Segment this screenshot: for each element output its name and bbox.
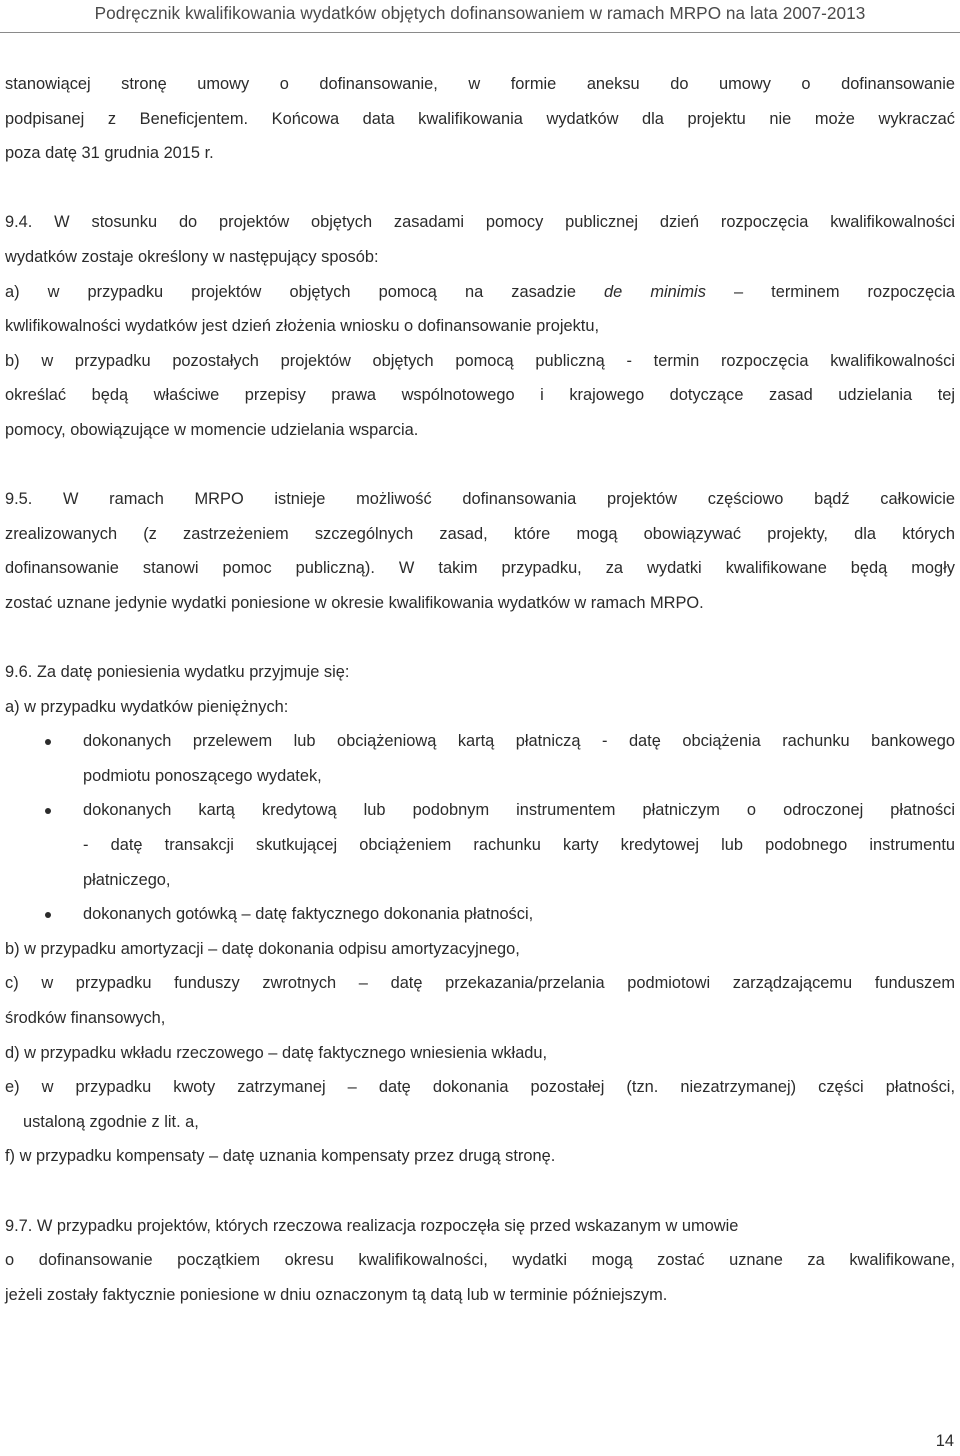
list-item-d-line: d) w przypadku wkładu rzeczowego – datę faktycznego wniesienia wkładu, <box>5 1043 548 1062</box>
bullet-icon <box>45 739 51 745</box>
text-line: wydatków zostaje określony w następujący sposób: <box>5 247 379 266</box>
text-line: ustaloną zgodnie z lit. a, <box>23 1112 199 1131</box>
document-body <box>5 67 955 1312</box>
text-line: stanowiącej stronę umowy o dofinansowanie, w formie aneksu do umowy o dofinansowanie <box>5 75 955 93</box>
text-span: – terminem rozpoczęcia <box>733 282 956 301</box>
text-line: dokonanych gotówką – datę faktycznego dokonania płatności, <box>83 905 534 924</box>
page-number: 14 <box>935 1432 954 1450</box>
bullet-item <box>5 897 955 932</box>
bullet-item <box>5 793 955 897</box>
bullet-item <box>5 724 955 793</box>
text-line: pomocy, obowiązujące w momencie udzielania wsparcia. <box>5 420 419 439</box>
bullet-icon <box>45 808 51 814</box>
text-line: o dofinansowanie początkiem okresu kwalifikowalności, wydatki mogą zostać uznane za kwalifikowane, <box>5 1251 955 1270</box>
list-item-a-line: a) w przypadku wydatków pieniężnych: <box>5 697 289 716</box>
text-line: podmiotu ponoszącego wydatek, <box>83 766 322 785</box>
list-item-a-line <box>5 275 955 310</box>
section-9-7-line: 9.7. W przypadku projektów, których rzeczowa realizacja rozpoczęła się przed wskazanym w umowie <box>5 1216 739 1235</box>
text-line: kwlifikowalności wydatków jest dzień złożenia wniosku o dofinansowanie projektu, <box>5 317 600 336</box>
list-item-e-line: e) w przypadku kwoty zatrzymanej – datę dokonania pozostałej (tzn. niezatrzymanej) części płatności, <box>5 1078 955 1097</box>
text-line: dokonanych przelewem lub obciążeniową kartą płatniczą - datę obciążenia rachunku bankowego <box>83 732 955 751</box>
section-9-6-line: 9.6. Za datę poniesienia wydatku przyjmuje się: <box>5 663 350 682</box>
text-line: dofinansowanie stanowi pomoc publiczną). W takim przypadku, za wydatki kwalifikowane będą mogły <box>5 559 955 578</box>
section-9-4-line: 9.4. W stosunku do projektów objętych zasadami pomocy publicznej dzień rozpoczęcia kwalifikowalności <box>5 213 955 232</box>
text-line: płatniczego, <box>83 870 171 889</box>
text-line: zostać uznane jedynie wydatki poniesione w okresie kwalifikowania wydatków w ramach MRPO. <box>5 593 704 612</box>
text-line: - datę transakcji skutkującej obciążeniem rachunku karty kredytowej lub podobnego instrumentu <box>83 836 955 855</box>
text-span: a) w przypadku projektów objętych pomocą na zasadzie <box>5 282 576 301</box>
text-line: poza datę 31 grudnia 2015 r. <box>5 144 214 163</box>
list-item-b-line: b) w przypadku amortyzacji – datę dokonania odpisu amortyzacyjnego, <box>5 939 520 958</box>
text-line: podpisanej z Beneficjentem. Końcowa data kwalifikowania wydatków dla projektu nie może wykraczać <box>5 109 955 128</box>
list-item-c-line: c) w przypadku funduszy zwrotnych – datę przekazania/przelania podmiotowi zarządzającemu funduszem <box>5 974 955 993</box>
header-divider <box>0 32 960 33</box>
text-line: określać będą właściwe przepisy prawa wspólnotowego i krajowego dotyczące zasad udzielania tej <box>5 386 955 405</box>
bullet-icon <box>45 912 51 918</box>
list-item-f-line: f) w przypadku kompensaty – datę uznania kompensaty przez drugą stronę. <box>5 1147 556 1166</box>
list-item-b-line: b) w przypadku pozostałych projektów objętych pomocą publiczną - termin rozpoczęcia kwalifikowalności <box>5 351 955 370</box>
page-header <box>0 0 960 34</box>
section-9-5-line: 9.5. W ramach MRPO istnieje możliwość dofinansowania projektów częściowo bądź całkowicie <box>5 490 955 509</box>
document-title: Podręcznik kwalifikowania wydatków objętych dofinansowaniem w ramach MRPO na lata 2007-2013 <box>94 3 866 23</box>
text-line: dokonanych kartą kredytową lub podobnym instrumentem płatniczym o odroczonej płatności <box>83 801 955 820</box>
text-line: zrealizowanych (z zastrzeżeniem szczególnych zasad, które mogą obowiązywać projekty, dla których <box>5 524 955 543</box>
text-line: środków finansowych, <box>5 1009 166 1028</box>
italic-term: de minimis <box>604 282 706 301</box>
text-line: jeżeli zostały faktycznie poniesione w dniu oznaczonym tą datą lub w terminie późniejszym. <box>5 1285 668 1304</box>
